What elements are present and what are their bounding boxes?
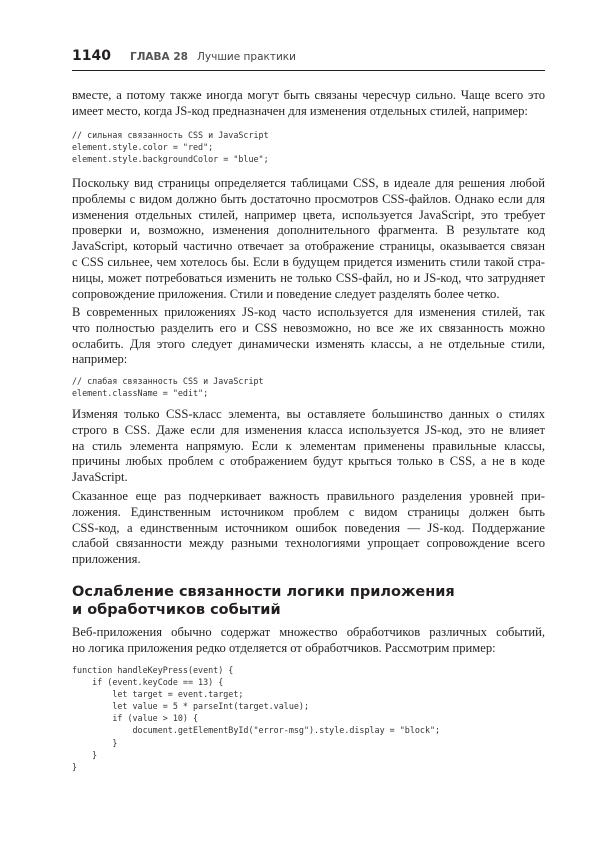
code-line: element.className = "edit"; (72, 388, 209, 399)
text-line: Изменяя только CSS-класс элемента, вы оставляете большинство данных о стилях (72, 407, 545, 421)
text-line: сопровождение приложения. Стили и поведение следует разделять более четко. (72, 286, 500, 301)
code-line: function handleKeyPress(event) { (72, 665, 234, 675)
code-line: } (72, 737, 118, 748)
text-line: приложения. (72, 552, 141, 567)
code-line: } (72, 761, 78, 772)
text-line: JavaScript. (72, 470, 128, 485)
code-block (72, 375, 545, 399)
heading-line: и обработчиков событий (72, 602, 281, 618)
text-line: строго в CSS. Даже если для изменения класса используется JS-код, это не влияет (72, 422, 545, 437)
text-line: на стиль элемента напрямую. Если к элементам применены правильные классы, (72, 438, 545, 453)
text-line: В современных приложениях JS-код часто используется для изменения стилей, так (72, 305, 545, 319)
code-line: element.style.color = "red"; (72, 142, 214, 153)
text-line: имеет место, когда JS-код предназначен для изменения отдельных стилей, например: (72, 103, 528, 118)
section-heading (72, 583, 545, 619)
text-line: с CSS сильнее, чем хотелось бы. Если в будущем придется изменить стили такой стра- (72, 254, 545, 269)
text-line: Поскольку вид страницы определяется таблицами CSS, в идеале для решения любой (72, 176, 545, 190)
code-line: } (72, 749, 98, 760)
text-line: например: (72, 352, 128, 367)
text-line: проверки и, возможно, изменения дополнительного фрагмента. В результате код (72, 223, 545, 238)
text-line: CSS-код, а единственным источником ошибок поведения — JS-код. Поддержание (72, 520, 545, 535)
text-line: вместе, а потому также иногда могут быть связаны чересчур сильно. Чаще всего это (72, 88, 545, 102)
text-line: JavaScript, который частично отвечает за отображение страницы, оказывается связан (72, 239, 545, 254)
code-line: let target = event.target; (72, 689, 244, 700)
heading-line: Ослабление связанности логики приложения (72, 584, 455, 600)
code-block (72, 129, 545, 165)
code-line: element.style.backgroundColor = "blue"; (72, 154, 269, 165)
text-line: слабой связанности между разными технологиями упрощает сопровождение всего (72, 536, 545, 551)
text-line: причины любых проблем с отображением будут крыться только в CSS, а не в коде (72, 454, 545, 469)
text-line: ложения. Единственным источником проблем с видом страницы должен быть (72, 504, 545, 519)
code-line: if (event.keyCode == 13) { (72, 677, 224, 688)
text-line: ослабить. Для этого следует динамически изменять классы, а не отдельные стили, (72, 336, 545, 351)
paragraph (72, 176, 545, 302)
chapter-label: ГЛАВА 28 (130, 51, 188, 63)
text-line: Веб-приложения обычно содержат множество обработчиков различных событий, (72, 625, 545, 639)
text-line: что полностью разделить его и CSS невозможно, но все же их связанность можно (72, 320, 545, 335)
paragraph (72, 489, 545, 568)
code-line: let value = 5 * parseInt(target.value); (72, 701, 309, 712)
chapter-title: Лучшие практики (197, 51, 296, 63)
code-line: if (value > 10) { (72, 713, 199, 724)
code-line: document.getElementById("error-msg").style.display = "block"; (72, 725, 441, 736)
paragraph (72, 407, 545, 486)
paragraph (72, 305, 545, 368)
paragraph (72, 625, 545, 657)
header-rule (72, 70, 545, 71)
code-line: // сильная связанность CSS и JavaScript (72, 130, 269, 140)
code-line: // слабая связанность CSS и JavaScript (72, 376, 264, 386)
text-line: изменения отдельных стилей, например цвета, используется JavaScript, это требует (72, 207, 545, 222)
text-line: проблемы с видом должно быть достаточно просмотров CSS-файлов. Однако если для (72, 191, 545, 206)
running-header (72, 48, 545, 68)
paragraph (72, 88, 545, 120)
text-line: ницы, может потребоваться изменить не только CSS-файл, но и JS-код, что затрудняет (72, 270, 545, 285)
text-line: Сказанное еще раз подчеркивает важность правильного разделения уровней при- (72, 489, 545, 503)
text-line: но логика приложения редко отделяется от обработчиков. Рассмотрим пример: (72, 640, 496, 655)
code-block (72, 664, 545, 773)
page-number: 1140 (72, 48, 111, 64)
